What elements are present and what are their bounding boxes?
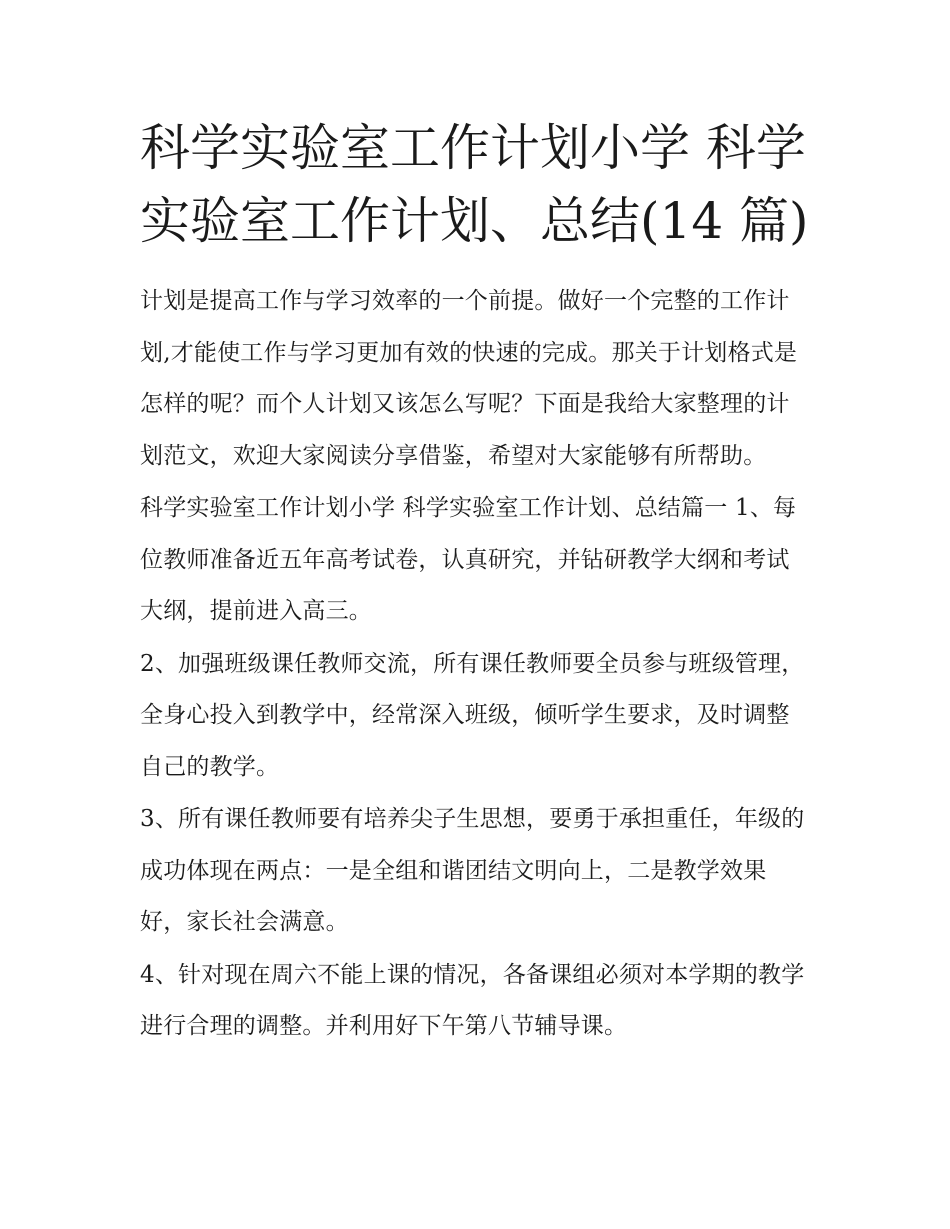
document-body <box>140 112 812 1054</box>
plan-item-3: 3、所有课任教师要有培养尖子生思想，要勇于承担重任，年级的成功体现在两点：一是全组和谐团结文明向上，二是教学效果好，家长社会满意。 <box>140 806 805 935</box>
plan-item-1: 科学实验室工作计划小学 科学实验室工作计划、总结篇一 1、每位教师准备近五年高考试卷，认真研究，并钻研教学大纲和考试大纲，提前进入高三。 <box>140 495 797 624</box>
intro-paragraph: 计划是提高工作与学习效率的一个前提。做好一个完整的工作计划,才能使工作与学习更加有效的快速的完成。那关于计划格式是怎样的呢？而个人计划又该怎么写呢？下面是我给大家整理的计划范文，欢迎大家阅读分享借鉴，希望对大家能够有所帮助。 <box>140 288 798 469</box>
plan-item-4: 4、针对现在周六不能上课的情况，各备课组必须对本学期的教学进行合理的调整。并利用好下午第八节辅导课。 <box>140 961 805 1039</box>
document-title: 科学实验室工作计划小学 科学实验室工作计划、总结(14 篇) <box>140 119 809 250</box>
plan-item-2: 2、加强班级课任教师交流，所有课任教师要全员参与班级管理，全身心投入到教学中，经常深入班级，倾听学生要求，及时调整自己的教学。 <box>140 650 805 780</box>
